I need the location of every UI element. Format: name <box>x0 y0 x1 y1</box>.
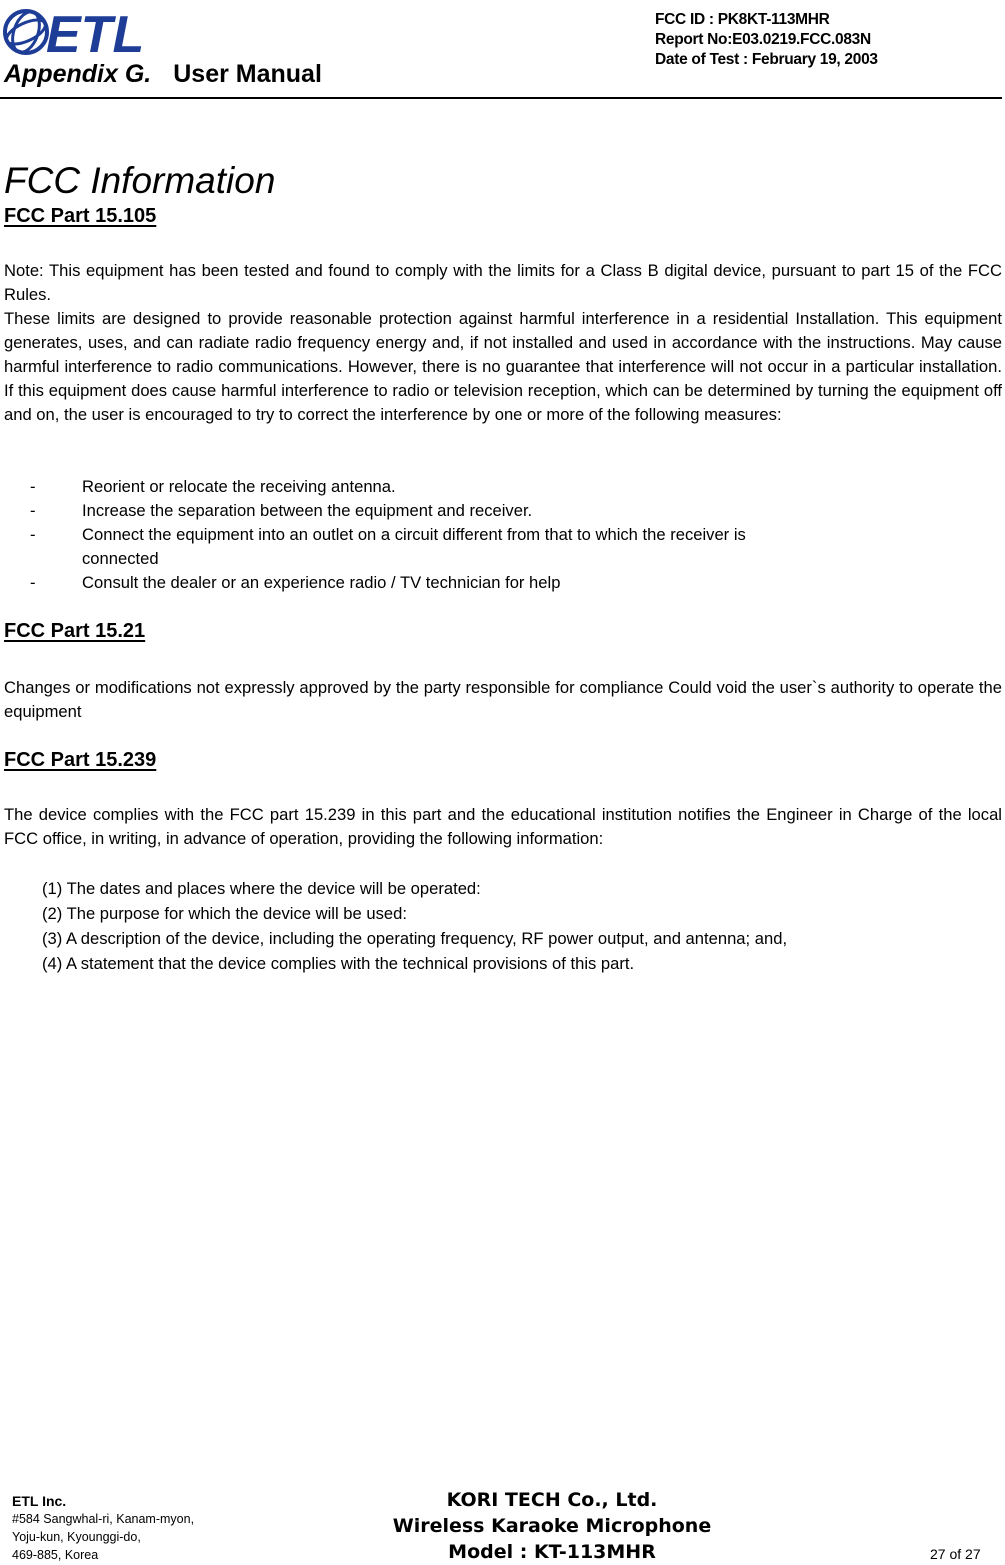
lab-address <box>12 1492 194 1564</box>
address-line: Yoju-kun, Kyounggi-do, <box>12 1530 141 1544</box>
list-item: - Consult the dealer or an experience radio / TV technician for help <box>30 571 930 595</box>
appendix-label <box>4 60 322 89</box>
address-line: 469-885, Korea <box>12 1548 99 1562</box>
list-item-text: Reorient or relocate the receiving antenna. <box>82 477 396 496</box>
etl-logo <box>2 4 172 60</box>
list-item: (4) A statement that the device complies with the technical provisions of this part. <box>42 954 635 973</box>
list-item: (1) The dates and places where the device will be operated: <box>42 879 481 898</box>
list-item: - Connect the equipment into an outlet on a circuit different from that to which the receiver is connected <box>30 523 930 571</box>
list-item-text: Connect the equipment into an outlet on a circuit different from that to which the receiver is connected <box>82 525 746 568</box>
paragraph: These limits are designed to provide reasonable protection against harmful interference in a residential Installation. This equipment generates, uses, and can radiate radio frequency energy and, if not installed and used in accordance with the instructions. May cause harmful interference to radio communications. However, there is no guarantee that interference will not occur in a particular installation. If this equipment does cause harmful interference to radio or television reception, which can be determined by turning the equipment off and on, the user is encouraged to try to correct the interference by one or more of the following measures: <box>4 309 1002 424</box>
header-divider <box>0 97 1002 99</box>
list-item-text: Consult the dealer or an experience radio / TV technician for help <box>82 573 561 592</box>
manual-title: User Manual <box>173 60 322 88</box>
section-15-105-body <box>4 259 1002 427</box>
client-name: KORI TECH Co., Ltd. <box>446 1489 658 1511</box>
report-number: Report No:E03.0219.FCC.083N <box>655 31 871 48</box>
list-item: (3) A description of the device, including the operating frequency, RF power output, and antenna; and, <box>42 929 788 948</box>
section-15-21-body <box>4 676 1002 724</box>
section-heading-15-239: FCC Part 15.239 <box>4 749 157 771</box>
address-line: #584 Sangwhal-ri, Kanam-myon, <box>12 1512 195 1526</box>
paragraph: Changes or modifications not expressly approved by the party responsible for compliance Could void the user`s authority to operate the equipment <box>4 678 1002 721</box>
client-info <box>352 1487 752 1565</box>
test-date: Date of Test : February 19, 2003 <box>655 51 878 68</box>
fcc-id: FCC ID : PK8KT-113MHR <box>655 11 830 28</box>
list-item: - Increase the separation between the equipment and receiver. <box>30 499 930 523</box>
paragraph: Note: This equipment has been tested and found to comply with the limits for a Class B digital device, pursuant to part 15 of the FCC Rules. <box>4 261 1002 304</box>
page-title: FCC Information <box>4 160 276 201</box>
list-item: - Reorient or relocate the receiving antenna. <box>30 475 930 499</box>
list-item-text: Increase the separation between the equipment and receiver. <box>82 501 533 520</box>
logo-text: ETL <box>46 6 145 60</box>
section-heading-15-21: FCC Part 15.21 <box>4 620 146 642</box>
page-number: 27 of 27 <box>930 1546 981 1562</box>
paragraph: The device complies with the FCC part 15.239 in this part and the educational institution notifies the Engineer in Charge of the local FCC office, in writing, in advance of operation, providing the following information: <box>4 805 1002 848</box>
product-name: Wireless Karaoke Microphone <box>392 1515 712 1537</box>
report-info <box>655 10 878 70</box>
section-15-239-body <box>4 803 1002 851</box>
lab-name: ETL Inc. <box>12 1493 67 1509</box>
section-heading-15-105: FCC Part 15.105 <box>4 205 157 227</box>
model-number: Model : KT-113MHR <box>448 1541 656 1563</box>
information-list <box>42 876 787 976</box>
list-item: (2) The purpose for which the device will be used: <box>42 904 407 923</box>
appendix-number: Appendix G. <box>4 60 152 88</box>
measures-list <box>30 475 930 595</box>
